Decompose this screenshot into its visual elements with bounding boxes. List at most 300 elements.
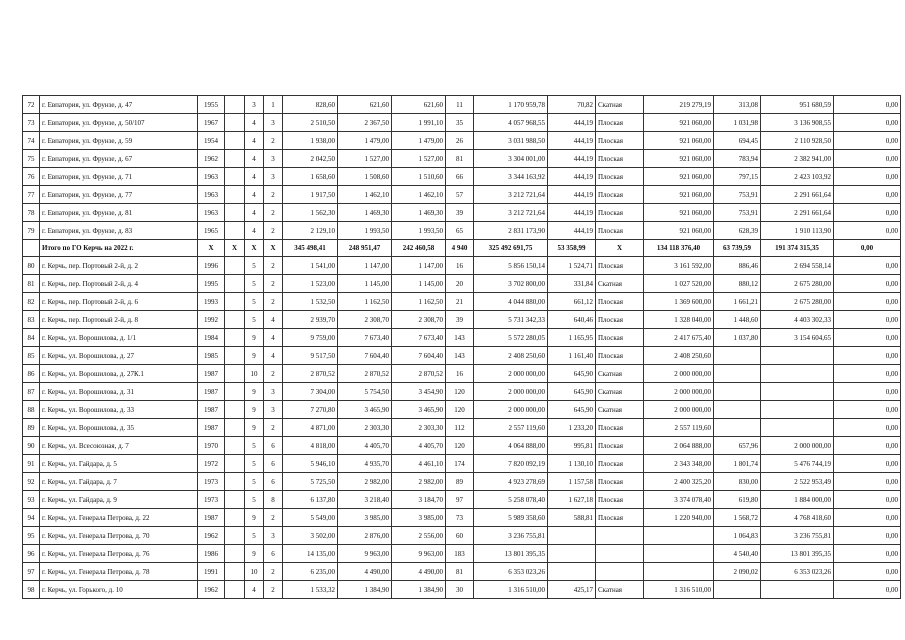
total-cost-cell: 5 258 078,40	[474, 491, 548, 509]
table-row	[23, 581, 901, 599]
roof-type-cell: Плоская	[596, 204, 644, 222]
total-cost-cell: 2 000 000,00	[474, 401, 548, 419]
living-area-cell: 3 985,00	[338, 509, 392, 527]
address-cell: г. Евпатория, ул. Фрунзе, д. 59	[40, 132, 198, 150]
residents-cell: 11	[446, 96, 474, 114]
total-area-cell: 9 759,00	[283, 329, 338, 347]
residents-cell: 57	[446, 186, 474, 204]
fund-amount-cell: 921 060,00	[644, 114, 714, 132]
total-c15: 0,00	[834, 240, 901, 257]
residents-cell: 120	[446, 437, 474, 455]
living-area-cell: 4 935,70	[338, 455, 392, 473]
residents-cell: 183	[446, 545, 474, 563]
entrances-cell: 2	[264, 365, 283, 383]
empty-cell	[225, 383, 245, 401]
residential-area-cell: 3 465,90	[392, 401, 446, 419]
floors-cell: 9	[245, 383, 264, 401]
total-area-cell: 4 871,00	[283, 419, 338, 437]
other-funds-cell: 3 154 604,65	[761, 329, 834, 347]
residential-area-cell: 1 527,00	[392, 150, 446, 168]
entrances-cell: 2	[264, 293, 283, 311]
zero-cell: 0,00	[834, 581, 901, 599]
specific-cost-cell	[714, 419, 761, 437]
residents-cell: 112	[446, 419, 474, 437]
address-cell: г. Евпатория, ул. Фрунзе, д. 83	[40, 222, 198, 240]
residential-area-cell: 1 469,30	[392, 204, 446, 222]
floors-cell: 4	[245, 114, 264, 132]
total-area-cell: 2 510,50	[283, 114, 338, 132]
entrances-cell: 4	[264, 347, 283, 365]
total-cost-cell: 2 000 000,00	[474, 383, 548, 401]
roof-type-cell: Плоская	[596, 150, 644, 168]
other-funds-cell: 1 910 113,90	[761, 222, 834, 240]
residents-cell: 143	[446, 329, 474, 347]
row-number: 78	[23, 204, 40, 222]
build-year-cell: 1987	[198, 509, 225, 527]
table-row	[23, 401, 901, 419]
specific-cost-cell	[714, 383, 761, 401]
living-area-cell: 4 405,70	[338, 437, 392, 455]
specific-cost-cell: 1 037,80	[714, 329, 761, 347]
build-year-cell: 1986	[198, 545, 225, 563]
entrances-cell: 2	[264, 186, 283, 204]
build-year-cell: 1992	[198, 311, 225, 329]
living-area-cell: 1 508,60	[338, 168, 392, 186]
total-c13: 63 739,59	[714, 240, 761, 257]
other-funds-cell: 6 353 023,26	[761, 563, 834, 581]
total-cost-cell: 2 831 173,90	[474, 222, 548, 240]
unit-cost-cell: 70,82	[548, 96, 596, 114]
living-area-cell: 2 870,52	[338, 365, 392, 383]
entrances-cell: 2	[264, 509, 283, 527]
other-funds-cell: 2 291 661,64	[761, 186, 834, 204]
table-row	[23, 491, 901, 509]
total-area-cell: 5 549,00	[283, 509, 338, 527]
floors-cell: 3	[245, 96, 264, 114]
total-c5: 345 498,41	[283, 240, 338, 257]
specific-cost-cell: 1 031,98	[714, 114, 761, 132]
empty-cell	[225, 222, 245, 240]
zero-cell: 0,00	[834, 186, 901, 204]
table-row	[23, 419, 901, 437]
table-row	[23, 437, 901, 455]
floors-cell: 5	[245, 437, 264, 455]
floors-cell: 4	[245, 132, 264, 150]
residents-cell: 66	[446, 168, 474, 186]
residential-area-cell: 4 461,10	[392, 455, 446, 473]
build-year-cell: 1987	[198, 383, 225, 401]
table-row	[23, 527, 901, 545]
entrances-cell: 2	[264, 204, 283, 222]
zero-cell: 0,00	[834, 473, 901, 491]
fund-amount-cell: 2 000 000,00	[644, 365, 714, 383]
living-area-cell: 1 527,00	[338, 150, 392, 168]
row-number: 93	[23, 491, 40, 509]
table-row	[23, 132, 901, 150]
entrances-cell: 6	[264, 455, 283, 473]
entrances-cell: 2	[264, 132, 283, 150]
row-number: 89	[23, 419, 40, 437]
fund-amount-cell: 2 408 250,60	[644, 347, 714, 365]
living-area-cell: 2 308,70	[338, 311, 392, 329]
fund-amount-cell: 3 161 592,00	[644, 257, 714, 275]
floors-cell: 10	[245, 365, 264, 383]
address-cell: г. Керчь, ул. Горького, д. 10	[40, 581, 198, 599]
total-cost-cell: 5 731 342,33	[474, 311, 548, 329]
residents-cell: 97	[446, 491, 474, 509]
specific-cost-cell	[714, 347, 761, 365]
row-number: 76	[23, 168, 40, 186]
floors-cell: 4	[245, 150, 264, 168]
floors-cell: 9	[245, 347, 264, 365]
fund-amount-cell: 921 060,00	[644, 132, 714, 150]
specific-cost-cell: 753,91	[714, 204, 761, 222]
table-row	[23, 150, 901, 168]
fund-amount-cell: 2 400 325,20	[644, 473, 714, 491]
other-funds-cell	[761, 581, 834, 599]
living-area-cell: 5 754,50	[338, 383, 392, 401]
table-row	[23, 257, 901, 275]
total-area-cell: 2 129,10	[283, 222, 338, 240]
total-c2: X	[225, 240, 245, 257]
fund-amount-cell: 2 557 119,60	[644, 419, 714, 437]
specific-cost-cell	[714, 581, 761, 599]
empty-cell	[225, 401, 245, 419]
unit-cost-cell: 444,19	[548, 186, 596, 204]
fund-amount-cell	[644, 563, 714, 581]
living-area-cell: 2 876,00	[338, 527, 392, 545]
roof-type-cell: Скатная	[596, 96, 644, 114]
address-cell: г. Керчь, ул. Генерала Петрова, д. 78	[40, 563, 198, 581]
empty-cell	[225, 545, 245, 563]
address-cell: г. Керчь, пер. Портовый 2-й, д. 2	[40, 257, 198, 275]
residential-area-cell: 7 673,40	[392, 329, 446, 347]
address-cell: г. Керчь, пер. Портовый 2-й, д. 6	[40, 293, 198, 311]
floors-cell: 5	[245, 527, 264, 545]
roof-type-cell: Плоская	[596, 509, 644, 527]
build-year-cell: 1996	[198, 257, 225, 275]
table-row	[23, 545, 901, 563]
empty-cell	[225, 455, 245, 473]
row-number: 73	[23, 114, 40, 132]
fund-amount-cell: 921 060,00	[644, 168, 714, 186]
specific-cost-cell: 753,91	[714, 186, 761, 204]
document-page	[22, 95, 901, 599]
zero-cell: 0,00	[834, 132, 901, 150]
empty-cell	[225, 186, 245, 204]
entrances-cell: 3	[264, 150, 283, 168]
total-area-cell: 2 042,50	[283, 150, 338, 168]
total-cost-cell: 4 064 888,00	[474, 437, 548, 455]
zero-cell: 0,00	[834, 527, 901, 545]
address-cell: г. Керчь, ул. Генерала Петрова, д. 70	[40, 527, 198, 545]
address-cell: г. Евпатория, ул. Фрунзе, д. 47	[40, 96, 198, 114]
empty-cell	[225, 168, 245, 186]
living-area-cell: 4 490,00	[338, 563, 392, 581]
total-cost-cell: 6 353 023,26	[474, 563, 548, 581]
floors-cell: 5	[245, 455, 264, 473]
empty-cell	[225, 491, 245, 509]
zero-cell: 0,00	[834, 257, 901, 275]
total-area-cell: 1 938,00	[283, 132, 338, 150]
specific-cost-cell: 619,80	[714, 491, 761, 509]
residential-area-cell: 2 982,00	[392, 473, 446, 491]
floors-cell: 5	[245, 473, 264, 491]
roof-type-cell: Плоская	[596, 168, 644, 186]
fund-amount-cell	[644, 527, 714, 545]
specific-cost-cell: 313,08	[714, 96, 761, 114]
other-funds-cell: 3 136 908,55	[761, 114, 834, 132]
empty-cell	[225, 114, 245, 132]
living-area-cell: 1 162,50	[338, 293, 392, 311]
entrances-cell: 4	[264, 311, 283, 329]
row-number: 72	[23, 96, 40, 114]
unit-cost-cell: 1 165,95	[548, 329, 596, 347]
unit-cost-cell: 995,81	[548, 437, 596, 455]
fund-amount-cell: 3 374 078,40	[644, 491, 714, 509]
total-section	[23, 240, 901, 257]
residential-area-cell: 4 405,70	[392, 437, 446, 455]
total-cost-cell: 3 031 988,50	[474, 132, 548, 150]
empty-cell	[225, 150, 245, 168]
floors-cell: 5	[245, 275, 264, 293]
empty-cell	[225, 419, 245, 437]
roof-type-cell: Плоская	[596, 419, 644, 437]
zero-cell: 0,00	[834, 383, 901, 401]
residents-cell: 16	[446, 365, 474, 383]
unit-cost-cell: 331,84	[548, 275, 596, 293]
floors-cell: 5	[245, 257, 264, 275]
total-c11: X	[596, 240, 644, 257]
other-funds-cell	[761, 347, 834, 365]
floors-cell: 9	[245, 419, 264, 437]
other-funds-cell: 2 382 941,00	[761, 150, 834, 168]
address-cell: г. Евпатория, ул. Фрунзе, д. 71	[40, 168, 198, 186]
residents-cell: 60	[446, 527, 474, 545]
total-c12: 134 118 376,40	[644, 240, 714, 257]
fund-amount-cell: 1 328 040,00	[644, 311, 714, 329]
other-funds-cell: 2 522 953,49	[761, 473, 834, 491]
entrances-cell: 2	[264, 222, 283, 240]
living-area-cell: 1 479,00	[338, 132, 392, 150]
roof-type-cell: Скатная	[596, 401, 644, 419]
living-area-cell: 7 604,40	[338, 347, 392, 365]
total-cost-cell: 3 212 721,64	[474, 204, 548, 222]
table-row	[23, 455, 901, 473]
address-cell: г. Керчь, пер. Портовый 2-й, д. 8	[40, 311, 198, 329]
entrances-cell: 2	[264, 581, 283, 599]
unit-cost-cell	[548, 563, 596, 581]
fund-amount-cell: 921 060,00	[644, 150, 714, 168]
table-row	[23, 347, 901, 365]
fund-amount-cell: 1 369 600,00	[644, 293, 714, 311]
other-funds-cell: 2 694 558,14	[761, 257, 834, 275]
entrances-cell: 4	[264, 329, 283, 347]
other-funds-cell: 951 680,59	[761, 96, 834, 114]
row-number: 74	[23, 132, 40, 150]
fund-amount-cell: 2 343 348,00	[644, 455, 714, 473]
zero-cell: 0,00	[834, 419, 901, 437]
total-c1: X	[198, 240, 225, 257]
row-number: 87	[23, 383, 40, 401]
row-number: 88	[23, 401, 40, 419]
other-funds-cell	[761, 383, 834, 401]
floors-cell: 4	[245, 168, 264, 186]
specific-cost-cell: 1 448,60	[714, 311, 761, 329]
build-year-cell: 1973	[198, 491, 225, 509]
row-number: 91	[23, 455, 40, 473]
entrances-cell: 8	[264, 491, 283, 509]
total-area-cell: 1 917,50	[283, 186, 338, 204]
build-year-cell: 1955	[198, 96, 225, 114]
specific-cost-cell: 1 064,83	[714, 527, 761, 545]
specific-cost-cell: 1 661,21	[714, 293, 761, 311]
fund-amount-cell: 921 060,00	[644, 222, 714, 240]
roof-type-cell: Плоская	[596, 114, 644, 132]
residential-area-cell: 1 162,50	[392, 293, 446, 311]
residents-cell: 30	[446, 581, 474, 599]
address-cell: г. Евпатория, ул. Фрунзе, д. 50/107	[40, 114, 198, 132]
specific-cost-cell: 657,96	[714, 437, 761, 455]
specific-cost-cell: 1 568,72	[714, 509, 761, 527]
unit-cost-cell: 1 627,18	[548, 491, 596, 509]
floors-cell: 5	[245, 311, 264, 329]
table-row	[23, 293, 901, 311]
entrances-cell: 6	[264, 473, 283, 491]
build-year-cell: 1965	[198, 222, 225, 240]
total-area-cell: 6 235,00	[283, 563, 338, 581]
build-year-cell: 1963	[198, 204, 225, 222]
address-cell: г. Евпатория, ул. Фрунзе, д. 77	[40, 186, 198, 204]
other-funds-cell	[761, 365, 834, 383]
build-year-cell: 1962	[198, 581, 225, 599]
zero-cell: 0,00	[834, 491, 901, 509]
build-year-cell: 1991	[198, 563, 225, 581]
address-cell: г. Евпатория, ул. Фрунзе, д. 81	[40, 204, 198, 222]
row-number: 75	[23, 150, 40, 168]
unit-cost-cell: 444,19	[548, 168, 596, 186]
row-number: 84	[23, 329, 40, 347]
other-funds-cell: 2 675 280,00	[761, 293, 834, 311]
residents-cell: 39	[446, 204, 474, 222]
unit-cost-cell: 645,90	[548, 383, 596, 401]
row-number: 96	[23, 545, 40, 563]
zero-cell: 0,00	[834, 96, 901, 114]
empty-cell	[225, 329, 245, 347]
address-cell: г. Евпатория, ул. Фрунзе, д. 67	[40, 150, 198, 168]
empty-cell	[225, 204, 245, 222]
row-number: 94	[23, 509, 40, 527]
residents-cell: 81	[446, 150, 474, 168]
empty-cell	[225, 365, 245, 383]
total-c7: 242 460,58	[392, 240, 446, 257]
address-cell: г. Керчь, ул. Гайдара, д. 5	[40, 455, 198, 473]
zero-cell: 0,00	[834, 455, 901, 473]
build-year-cell: 1963	[198, 186, 225, 204]
total-area-cell: 5 725,50	[283, 473, 338, 491]
residents-cell: 120	[446, 383, 474, 401]
floors-cell: 5	[245, 491, 264, 509]
address-cell: г. Керчь, ул. Ворошилова, д. 31	[40, 383, 198, 401]
total-c10: 53 358,99	[548, 240, 596, 257]
zero-cell: 0,00	[834, 293, 901, 311]
other-funds-cell: 2 291 661,64	[761, 204, 834, 222]
entrances-cell: 2	[264, 275, 283, 293]
specific-cost-cell: 694,45	[714, 132, 761, 150]
address-cell: г. Керчь, ул. Ворошилова, д. 1/1	[40, 329, 198, 347]
total-c9: 325 492 691,75	[474, 240, 548, 257]
table-row	[23, 186, 901, 204]
zero-cell: 0,00	[834, 365, 901, 383]
total-area-cell: 1 541,00	[283, 257, 338, 275]
living-area-cell: 1 145,00	[338, 275, 392, 293]
total-area-cell: 7 304,00	[283, 383, 338, 401]
table-row	[23, 311, 901, 329]
zero-cell: 0,00	[834, 437, 901, 455]
specific-cost-cell: 830,00	[714, 473, 761, 491]
zero-cell: 0,00	[834, 150, 901, 168]
total-area-cell: 1 523,00	[283, 275, 338, 293]
total-area-cell: 4 818,00	[283, 437, 338, 455]
living-area-cell: 2 982,00	[338, 473, 392, 491]
entrances-cell: 3	[264, 401, 283, 419]
unit-cost-cell: 661,12	[548, 293, 596, 311]
row-number: 92	[23, 473, 40, 491]
total-c6: 248 951,47	[338, 240, 392, 257]
total-cost-cell: 4 044 880,00	[474, 293, 548, 311]
roof-type-cell: Плоская	[596, 437, 644, 455]
roof-type-cell: Плоская	[596, 455, 644, 473]
housing-register-table	[22, 95, 901, 599]
build-year-cell: 1973	[198, 473, 225, 491]
unit-cost-cell	[548, 545, 596, 563]
table-row	[23, 365, 901, 383]
zero-cell: 0,00	[834, 509, 901, 527]
zero-cell: 0,00	[834, 275, 901, 293]
total-cost-cell: 3 702 800,00	[474, 275, 548, 293]
residents-cell: 120	[446, 401, 474, 419]
address-cell: г. Керчь, ул. Генерала Петрова, д. 76	[40, 545, 198, 563]
living-area-cell: 3 465,90	[338, 401, 392, 419]
total-c4: X	[264, 240, 283, 257]
empty-cell	[225, 347, 245, 365]
other-funds-cell	[761, 419, 834, 437]
residents-cell: 174	[446, 455, 474, 473]
floors-cell: 9	[245, 401, 264, 419]
build-year-cell: 1987	[198, 365, 225, 383]
total-num-cell	[23, 240, 40, 257]
table-row	[23, 204, 901, 222]
residents-cell: 16	[446, 257, 474, 275]
total-cost-cell: 2 557 119,60	[474, 419, 548, 437]
row-number: 77	[23, 186, 40, 204]
specific-cost-cell: 880,12	[714, 275, 761, 293]
fund-amount-cell: 1 220 940,00	[644, 509, 714, 527]
total-cost-cell: 1 170 959,78	[474, 96, 548, 114]
residents-cell: 35	[446, 114, 474, 132]
unit-cost-cell: 444,19	[548, 132, 596, 150]
roof-type-cell: Плоская	[596, 329, 644, 347]
specific-cost-cell: 4 540,40	[714, 545, 761, 563]
row-number: 97	[23, 563, 40, 581]
zero-cell: 0,00	[834, 114, 901, 132]
residential-area-cell: 1 510,60	[392, 168, 446, 186]
roof-type-cell	[596, 563, 644, 581]
residents-cell: 39	[446, 311, 474, 329]
other-funds-cell: 2 000 000,00	[761, 437, 834, 455]
unit-cost-cell: 1 161,40	[548, 347, 596, 365]
other-funds-cell: 13 801 395,35	[761, 545, 834, 563]
